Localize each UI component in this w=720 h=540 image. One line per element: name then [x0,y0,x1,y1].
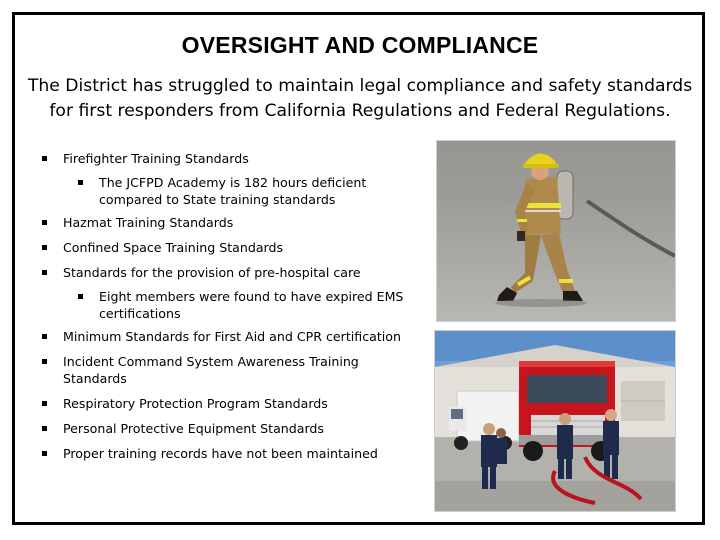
bullet-text: The JCFPD Academy is 182 hours deficient compared to State training standards [99,175,367,207]
square-bullet-icon [42,451,47,456]
bullet-text: Respiratory Protection Program Standards [63,396,328,411]
square-bullet-icon [42,270,47,275]
bullet-text: Hazmat Training Standards [63,215,234,230]
bullet-text: Minimum Standards for First Aid and CPR certification [63,329,401,344]
bullet-text: Personal Protective Equipment Standards [63,421,324,436]
square-bullet-icon [42,245,47,250]
sub-bullet-item [76,174,420,208]
bullet-text: Incident Command System Awareness Training Standards [63,354,359,386]
square-bullet-icon [42,156,47,161]
square-bullet-icon [42,401,47,406]
bullet-text: Standards for the provision of pre-hospital care [63,265,361,280]
bullet-item [40,264,420,281]
fire-engine-photo [434,330,676,512]
slide-title: OVERSIGHT AND COMPLIANCE [181,32,539,58]
bullet-item [40,150,420,167]
fire-engine-illustration [435,331,675,511]
slide-subtitle: The District has struggled to maintain legal compliance and safety standards for first responders from California Regulations and Federal Regulations. [27,76,693,121]
bullet-text: Firefighter Training Standards [63,151,249,166]
bullet-item [40,353,420,387]
firefighter-illustration [437,141,675,321]
bullet-item [40,214,420,231]
square-bullet-icon [42,426,47,431]
sub-bullet-item [76,288,420,322]
firefighter-photo [436,140,676,322]
bullet-item [40,239,420,256]
bullet-item [40,328,420,345]
bullet-list [40,150,420,470]
bullet-text: Proper training records have not been maintained [63,446,378,461]
bullet-text: Eight members were found to have expired EMS certifications [99,289,404,321]
bullet-text: Confined Space Training Standards [63,240,284,255]
square-bullet-icon [42,359,47,364]
square-bullet-icon [42,220,47,225]
bullet-item [40,445,420,462]
square-bullet-icon [78,180,83,185]
square-bullet-icon [78,294,83,299]
bullet-item [40,395,420,412]
square-bullet-icon [42,334,47,339]
bullet-item [40,420,420,437]
